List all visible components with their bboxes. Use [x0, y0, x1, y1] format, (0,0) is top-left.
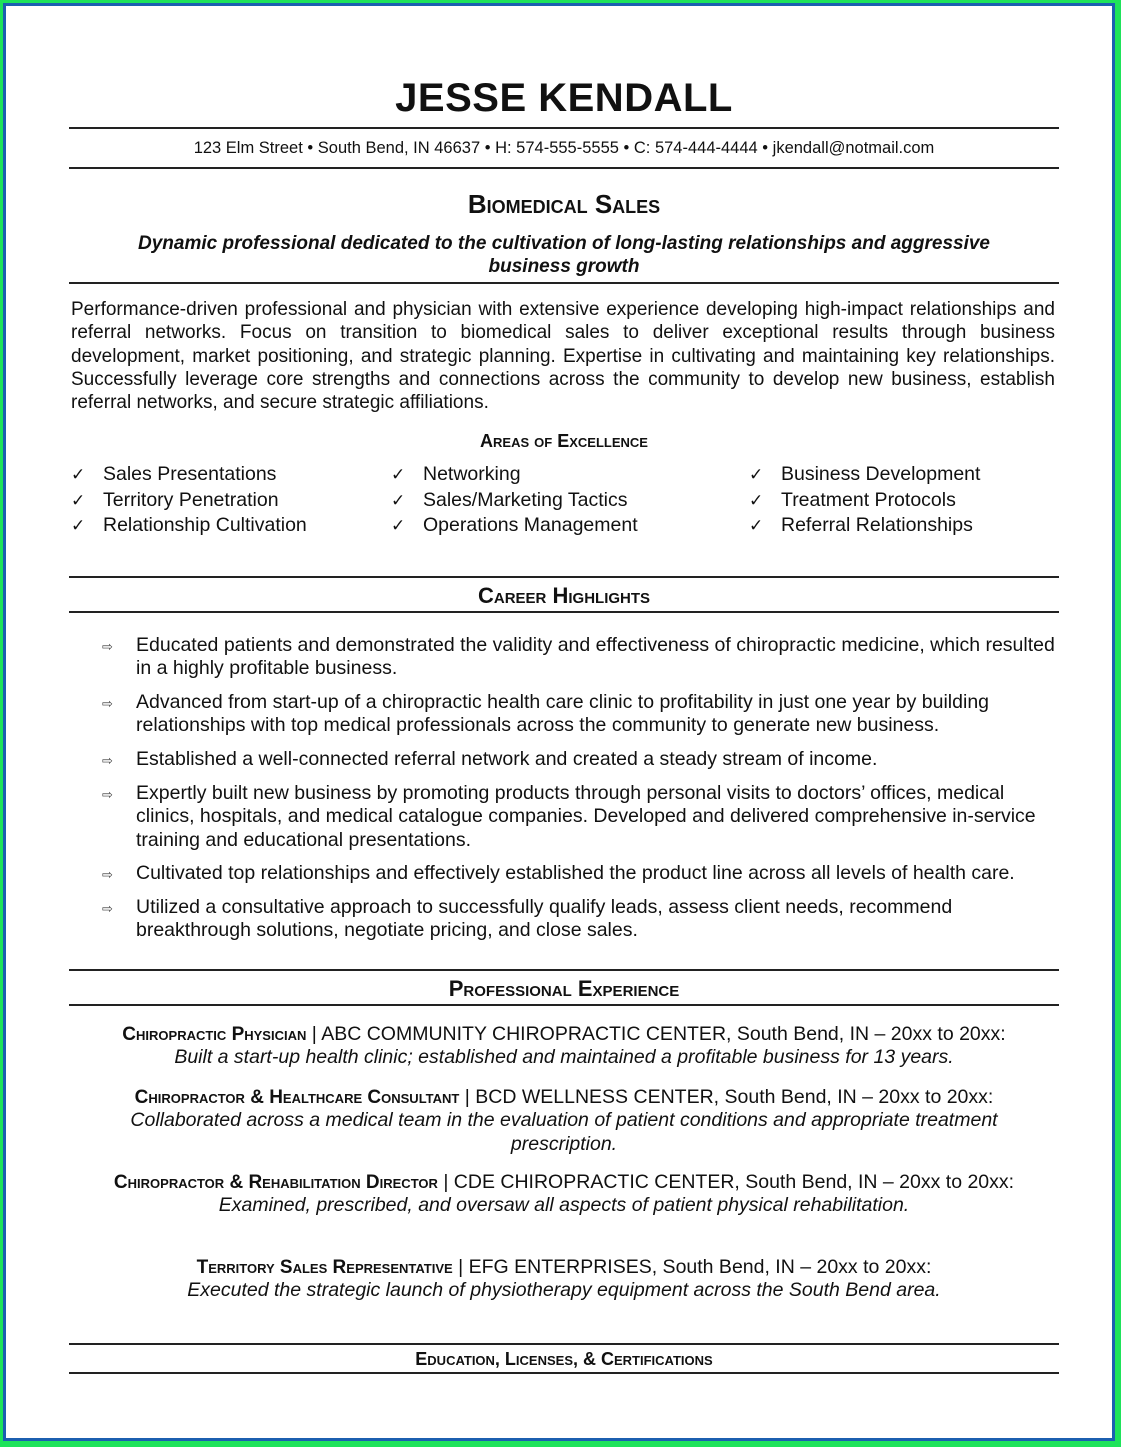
- arrow-right-icon: ⇨: [102, 753, 113, 769]
- highlight-item: ⇨ Educated patients and demonstrated the validity and effectiveness of chiropractic medicine, which resulted in a highly profitable business.: [102, 634, 1055, 680]
- career-highlights-title: Career Highlights: [477, 583, 651, 608]
- contact-line: 123 Elm Street • South Bend, IN 46637 • H: 574-555-5555 • C: 574-444-4444 • jkendall@notmail.com: [193, 139, 935, 157]
- divider: [69, 576, 1059, 578]
- skill-item: ✓ Treatment Protocols: [749, 488, 980, 514]
- skill-item: ✓ Referral Relationships: [749, 513, 980, 539]
- skill-item: ✓ Business Development: [749, 462, 980, 488]
- check-icon: ✓: [749, 516, 764, 536]
- check-icon: ✓: [749, 490, 764, 510]
- skill-item: ✓ Operations Management: [391, 513, 638, 539]
- skills-column-1: [71, 462, 307, 539]
- skill-item: ✓ Relationship Cultivation: [71, 513, 307, 539]
- job-description: Built a start-up health clinic; established and maintained a profitable business for 13 years.: [174, 1046, 954, 1069]
- check-icon: ✓: [749, 465, 764, 484]
- check-icon: ✓: [391, 490, 406, 510]
- professional-experience-title: Professional Experience: [448, 976, 680, 1001]
- skill-item: ✓ Territory Penetration: [71, 488, 307, 514]
- check-icon: ✓: [71, 465, 86, 484]
- highlight-item: ⇨ Cultivated top relationships and effectively established the product line across all levels of health care.: [102, 862, 1062, 885]
- job-details: | EFG ENTERPRISES, South Bend, IN – 20xx to 20xx:: [452, 1256, 932, 1278]
- arrow-right-icon: ⇨: [102, 696, 113, 712]
- tagline: Dynamic professional dedicated to the cultivation of long-lasting relationships and aggressive business growth: [138, 233, 990, 277]
- skill-item: ✓ Networking: [391, 462, 638, 488]
- highlight-item: ⇨ Advanced from start-up of a chiropractic health care clinic to profitability in just one year by building relationships with top medical professionals across the community to generate new business.: [102, 691, 990, 737]
- arrow-right-icon: ⇨: [102, 786, 113, 802]
- divider: [69, 167, 1059, 169]
- job-role: Chiropractic Physician: [122, 1024, 307, 1045]
- job-role: Territory Sales Representative: [196, 1257, 453, 1278]
- skills-column-2: [391, 462, 638, 539]
- skill-item: ✓ Sales Presentations: [71, 462, 307, 488]
- check-icon: ✓: [391, 516, 406, 536]
- divider: [69, 1004, 1059, 1006]
- job-description: Executed the strategic launch of physiotherapy equipment across the South Bend area.: [187, 1279, 941, 1302]
- job-entry: [69, 1023, 1059, 1070]
- arrow-right-icon: ⇨: [102, 639, 113, 654]
- arrow-right-icon: ⇨: [102, 867, 113, 883]
- highlight-item: ⇨ Established a well-connected referral network and created a steady stream of income.: [102, 748, 1062, 771]
- check-icon: ✓: [391, 465, 406, 484]
- job-entry: [69, 1086, 1059, 1156]
- highlight-item: ⇨ Utilized a consultative approach to successfully qualify leads, assess client needs, recommend breakthrough solutions, negotiate pricing, and close sales.: [102, 896, 953, 942]
- career-highlights-list: [102, 634, 1062, 953]
- check-icon: ✓: [71, 516, 86, 536]
- resume-page: [6, 6, 1112, 1438]
- divider: [69, 611, 1059, 613]
- highlight-item: ⇨ Expertly built new business by promoting products through personal visits to doctors’ offices, medical clinics, hospitals, and medical catalogue companies. Developed and delivered comprehensive in-service training and educational presentations.: [102, 781, 1036, 851]
- skills-column-3: [749, 462, 980, 539]
- divider: [69, 1343, 1059, 1345]
- divider: [69, 282, 1059, 284]
- job-entry: [69, 1171, 1059, 1218]
- job-role: Chiropractor & Healthcare Consultant: [134, 1087, 460, 1108]
- divider: [69, 127, 1059, 129]
- job-details: | BCD WELLNESS CENTER, South Bend, IN – 20xx to 20xx:: [459, 1086, 994, 1108]
- job-details: | CDE CHIROPRACTIC CENTER, South Bend, IN – 20xx to 20xx:: [437, 1171, 1015, 1193]
- education-title: Education, Licenses, & Certifications: [415, 1349, 713, 1369]
- summary-paragraph: Performance-driven professional and physician with extensive experience developing high-impact relationships and referral networks. Focus on transition to biomedical sales to deliver exceptional results through business development, market positioning, and strategic planning. Expertise in cultivating and maintaining key relationships. Successfully leverage core strengths and connections across the community to develop new business, establish referral networks, and secure strategic affiliations.: [71, 299, 1055, 414]
- job-entry: [69, 1256, 1059, 1303]
- job-role: Chiropractor & Rehabilitation Director: [113, 1172, 438, 1193]
- job-details: | ABC COMMUNITY CHIROPRACTIC CENTER, South Bend, IN – 20xx to 20xx:: [306, 1023, 1006, 1045]
- divider: [69, 969, 1059, 971]
- job-description: Collaborated across a medical team in the evaluation of patient conditions and appropriate treatment prescription.: [130, 1109, 998, 1155]
- arrow-right-icon: ⇨: [102, 901, 113, 917]
- candidate-name: JESSE KENDALL: [395, 76, 733, 120]
- areas-of-excellence-title: Areas of Excellence: [480, 431, 648, 451]
- check-icon: ✓: [71, 490, 86, 510]
- professional-title: Biomedical Sales: [467, 189, 661, 219]
- skill-item: ✓ Sales/Marketing Tactics: [391, 488, 638, 514]
- job-description: Examined, prescribed, and oversaw all aspects of patient physical rehabilitation.: [218, 1194, 910, 1217]
- divider: [69, 1372, 1059, 1374]
